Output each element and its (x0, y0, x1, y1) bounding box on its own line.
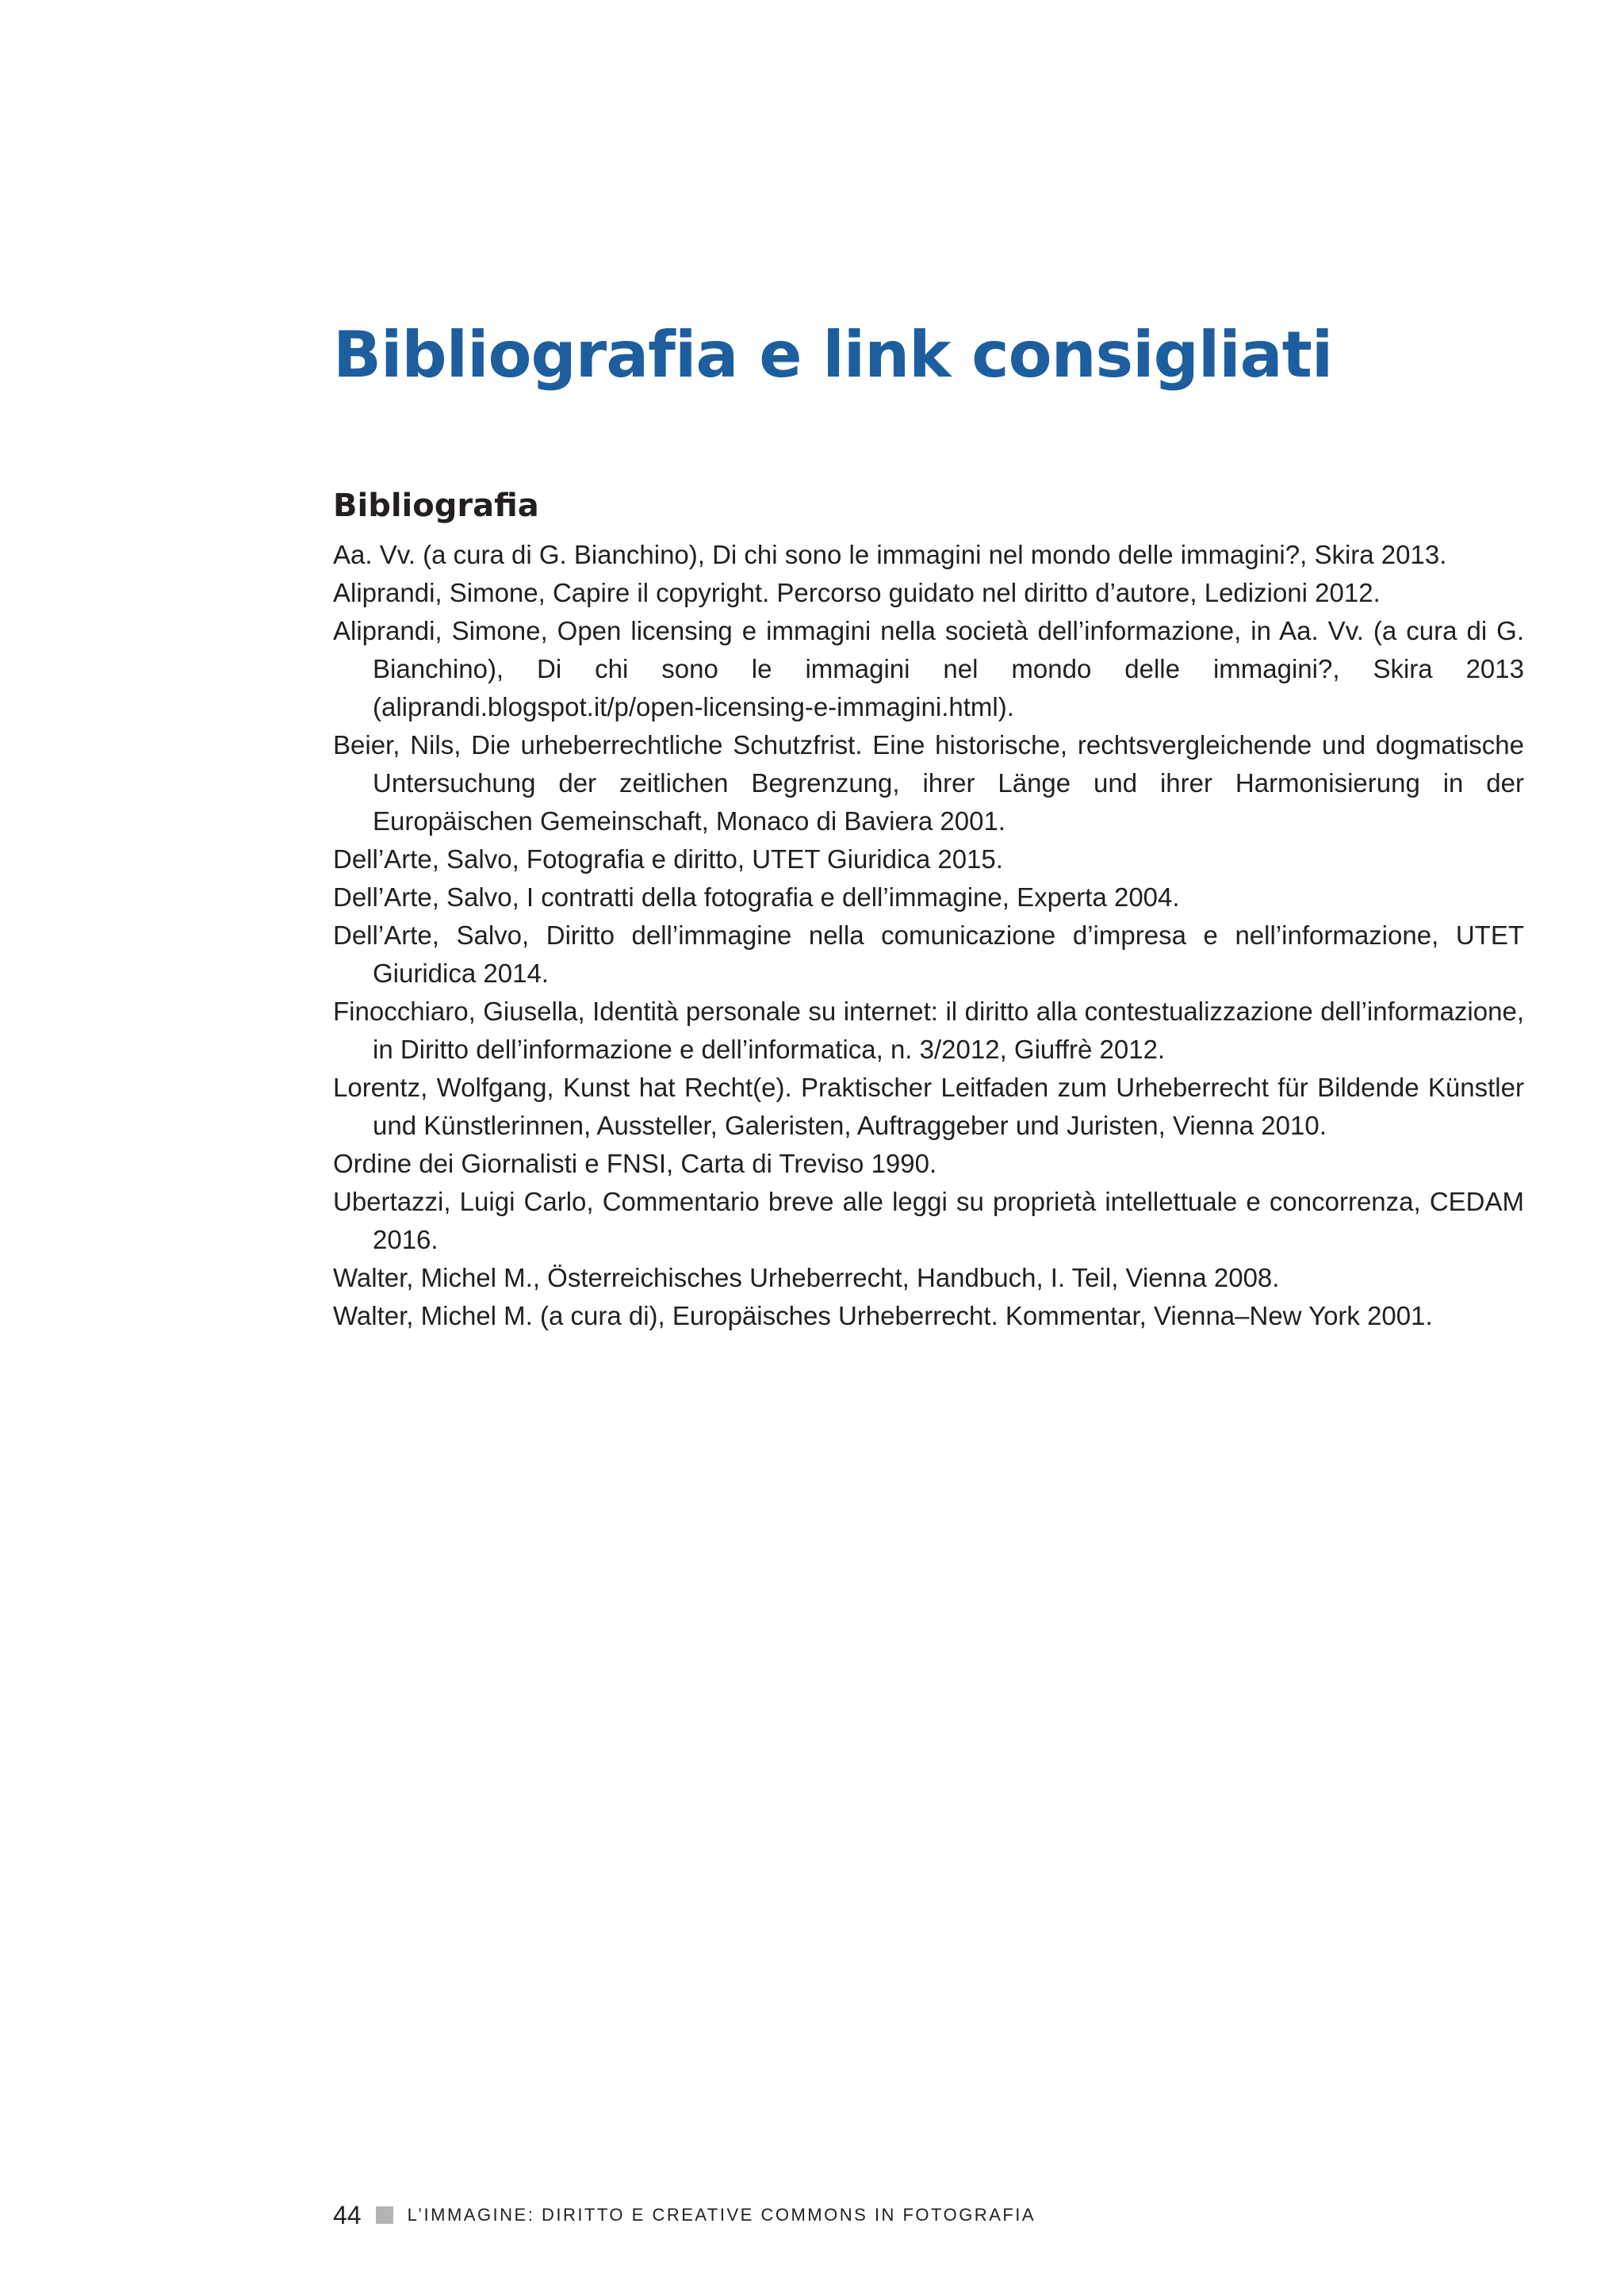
bibliography-entry: Aliprandi, Simone, Open licensing e immagini nella società dell’informazione, in Aa. Vv. (a cura di G. Bianchino), Di chi sono le immagini nel mondo delle immagini?, Skira 2013 (aliprandi.blogspot.it/p/open-licensing-e-immagini.html). (333, 616, 1524, 721)
bibliography-entry: Lorentz, Wolfgang, Kunst hat Recht(e). Praktischer Leitfaden zum Urheberrecht für Bildende Künstler und Künstlerinnen, Aussteller, Galeristen, Auftraggeber und Juristen, Vienna 2010. (333, 1073, 1524, 1140)
page-footer (333, 2198, 1036, 2233)
bibliography-entry: Ordine dei Giornalisti e FNSI, Carta di Treviso 1990. (333, 1149, 937, 1178)
bibliography-entry: Walter, Michel M., Österreichisches Urheberrecht, Handbuch, I. Teil, Vienna 2008. (333, 1263, 1280, 1292)
bibliography-entry: Dell’Arte, Salvo, Fotografia e diritto, UTET Giuridica 2015. (333, 844, 1003, 874)
bibliography-entry: Walter, Michel M. (a cura di), Europäisches Urheberrecht. Kommentar, Vienna–New York 2001. (333, 1301, 1433, 1330)
bibliography-entry: Beier, Nils, Die urheberrechtliche Schutzfrist. Eine historische, rechtsvergleichende und dogmatische Untersuchung der zeitlichen Begrenzung, ihrer Länge und ihrer Harmonisierung in der Europäischen Gemeinschaft, Monaco di Baviera 2001. (333, 730, 1524, 836)
bibliography-list (333, 536, 1524, 1335)
page-number: 44 (333, 2200, 362, 2229)
bibliography-entry: Ubertazzi, Luigi Carlo, Commentario breve alle leggi su proprietà intellettuale e concorrenza, CEDAM 2016. (333, 1187, 1524, 1254)
bibliography-entry: Dell’Arte, Salvo, I contratti della fotografia e dell’immagine, Experta 2004. (333, 882, 1180, 912)
footer-square-icon (376, 2206, 393, 2224)
bibliography-entry: Finocchiaro, Giusella, Identità personale su internet: il diritto alla contestualizzazione dell’informazione, in Diritto dell’informazione e dell’informatica, n. 3/2012, Giuffrè 2012. (333, 997, 1524, 1064)
bibliography-entry: Aliprandi, Simone, Capire il copyright. Percorso guidato nel diritto d’autore, Ledizioni 2012. (333, 578, 1381, 607)
bibliography-entry: Dell’Arte, Salvo, Diritto dell’immagine nella comunicazione d’impresa e nell’informazione, UTET Giuridica 2014. (333, 920, 1524, 988)
running-title: L’IMMAGINE: DIRITTO E CREATIVE COMMONS IN FOTOGRAFIA (407, 2205, 1036, 2225)
bibliography-entry: Aa. Vv. (a cura di G. Bianchino), Di chi sono le immagini nel mondo delle immagini?, Skira 2013. (333, 540, 1447, 569)
section-heading-bibliografia: Bibliografia (333, 488, 539, 524)
page-title: Bibliografia e link consigliati (333, 318, 1333, 392)
